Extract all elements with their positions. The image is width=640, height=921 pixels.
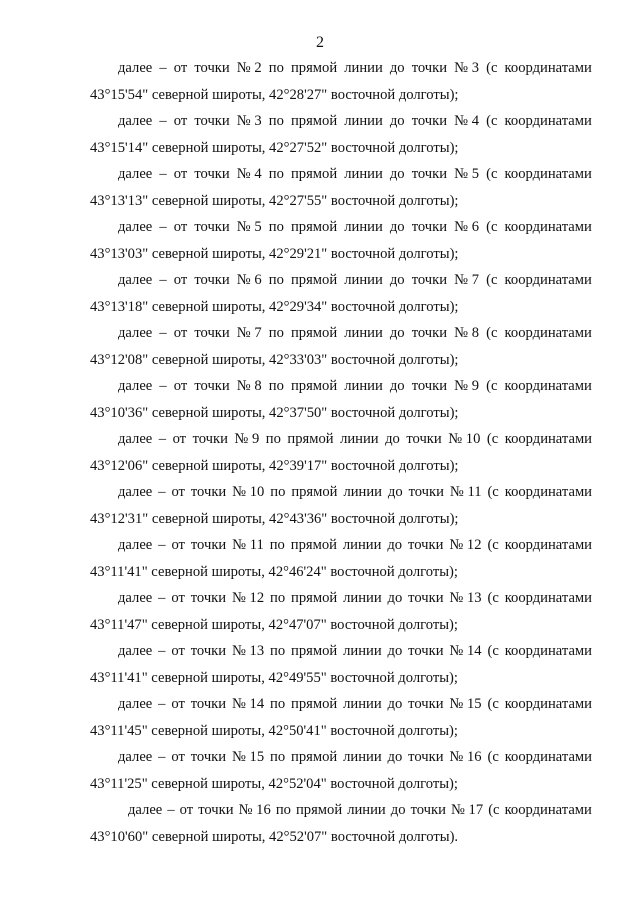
paragraph-first-line [90,638,592,665]
word: (с [487,537,499,553]
word: линии [344,166,383,182]
paragraph [90,373,592,426]
paragraph-first-line [90,744,592,771]
paragraph [90,479,592,532]
word: прямой [291,696,338,712]
word: (с [488,802,500,818]
word: № 11 [449,484,482,500]
word: № 15 [231,749,265,765]
word: № 13 [449,590,482,606]
word: – [167,802,175,818]
word: от [171,590,185,606]
paragraph-coordinates-line: 43°13'18" северной широты, 42°29'34" восточной долготы); [90,298,459,315]
paragraph-coordinates-line: 43°15'54" северной широты, 42°28'27" восточной долготы); [90,86,459,103]
word: прямой [295,802,343,818]
word: точки [194,60,230,76]
word: координатами [504,802,592,818]
word: (с [486,431,499,447]
word: прямой [290,113,338,129]
word: линии [344,113,383,129]
word: от [173,166,188,182]
paragraph-list [90,55,592,850]
word: по [268,60,284,76]
paragraph-coordinates-line: 43°11'45" северной широты, 42°50'41" восточной долготы); [90,722,458,739]
word: точки [411,113,448,129]
word: № 6 [236,272,262,288]
word: от [171,484,185,500]
word: № 8 [236,378,262,394]
paragraph-coordinates-line: 43°12'31" северной широты, 42°43'36" восточной долготы); [90,510,459,527]
word: (с [487,696,499,712]
word: от [172,431,187,447]
word: от [173,60,188,76]
word: точки [408,643,444,659]
word: (с [486,219,498,235]
word: до [389,60,405,76]
word: – [158,643,166,659]
word: линии [344,325,383,341]
word: далее [118,537,153,553]
word: – [158,696,166,712]
word: (с [487,484,499,500]
word: от [171,643,185,659]
word: точки [408,696,444,712]
paragraph-coordinates-line: 43°13'13" северной широты, 42°27'55" восточной долготы); [90,192,459,209]
word: точки [411,325,448,341]
word: – [158,431,167,447]
paragraph [90,161,592,214]
word: точки [190,696,227,712]
paragraph-first-line [90,479,592,506]
paragraph [90,638,592,691]
paragraph-first-line [90,532,592,559]
word: линии [343,484,382,500]
word: точки [194,272,230,288]
word: точки [194,219,230,235]
word: линии [344,60,383,76]
word: точки [194,378,230,394]
word: от [173,113,188,129]
paragraph-coordinates-line: 43°12'06" северной широты, 42°39'17" восточной долготы); [90,457,459,474]
word: далее [118,60,153,76]
word: точки [410,802,446,818]
word: далее [118,590,153,606]
word: прямой [290,537,337,553]
paragraph-first-line [90,55,592,82]
paragraph-first-line [90,108,592,135]
paragraph-first-line [90,373,592,400]
word: – [159,378,167,394]
word: по [265,431,281,447]
word: линии [347,802,386,818]
word: прямой [290,166,338,182]
word: точки [411,60,448,76]
word: – [159,60,167,76]
paragraph [90,585,592,638]
word: по [270,696,286,712]
word: № 2 [236,60,262,76]
paragraph [90,214,592,267]
word: по [270,484,286,500]
word: линии [343,643,382,659]
paragraph [90,426,592,479]
word: – [159,325,167,341]
word: – [158,749,166,765]
word: координатами [504,272,592,288]
word: – [158,537,166,553]
word: точки [406,431,442,447]
page-number: 2 [316,34,324,51]
paragraph-first-line [90,585,592,612]
word: до [387,537,403,553]
word: прямой [291,643,338,659]
word: до [389,113,405,129]
paragraph [90,55,592,108]
word: по [275,802,291,818]
paragraph-coordinates-line: 43°12'08" северной широты, 42°33'03" восточной долготы); [90,351,459,368]
word: – [159,219,167,235]
word: линии [343,590,382,606]
word: до [385,431,400,447]
paragraph-first-line [90,691,592,718]
word: до [389,272,405,288]
paragraph-first-line [90,797,592,824]
word: по [268,272,284,288]
paragraph-coordinates-line: 43°11'41" северной широты, 42°46'24" восточной долготы); [90,563,458,580]
word: № 3 [454,60,480,76]
word: от [173,272,188,288]
word: № 15 [449,696,482,712]
word: далее [118,749,153,765]
paragraph-first-line [90,267,592,294]
word: далее [118,219,153,235]
word: № 13 [231,643,265,659]
word: № 4 [454,113,480,129]
paragraph [90,532,592,585]
word: № 5 [236,219,262,235]
word: от [171,696,185,712]
word: – [159,113,167,129]
word: (с [486,325,498,341]
word: № 12 [449,537,482,553]
word: по [270,590,286,606]
word: точки [411,378,448,394]
word: до [387,749,403,765]
word: – [158,590,166,606]
word: – [159,166,167,182]
word: координатами [504,60,592,76]
paragraph-coordinates-line: 43°11'41" северной широты, 42°49'55" восточной долготы); [90,669,458,686]
word: от [171,537,185,553]
word: линии [344,272,383,288]
word: № 16 [449,749,482,765]
paragraph-coordinates-line: 43°10'36" северной широты, 42°37'50" восточной долготы); [90,404,459,421]
word: координатами [504,166,592,182]
word: по [268,166,284,182]
word: точки [411,166,448,182]
word: по [268,219,284,235]
word: координатами [504,484,592,500]
word: № 14 [449,643,482,659]
word: (с [487,590,499,606]
word: № 4 [236,166,262,182]
word: (с [486,60,498,76]
word: точки [408,590,444,606]
word: линии [344,378,383,394]
word: № 7 [454,272,480,288]
paragraph-first-line [90,320,592,347]
word: до [387,484,403,500]
word: точки [411,219,448,235]
word: прямой [290,378,338,394]
word: № 8 [454,325,480,341]
word: координатами [504,431,592,447]
word: (с [486,272,498,288]
word: далее [118,484,153,500]
word: координатами [504,590,592,606]
paragraph-coordinates-line: 43°13'03" северной широты, 42°29'21" восточной долготы); [90,245,459,262]
word: № 10 [232,484,265,500]
paragraph-coordinates-line: 43°15'14" северной широты, 42°27'52" восточной долготы); [90,139,459,156]
word: координатами [504,219,592,235]
word: точки [192,431,228,447]
word: прямой [290,272,338,288]
word: № 11 [232,537,264,553]
word: координатами [504,537,592,553]
word: точки [194,113,230,129]
word: далее [118,378,153,394]
paragraph [90,108,592,161]
word: линии [342,537,382,553]
word: до [389,378,405,394]
word: координатами [504,325,592,341]
word: координатами [504,113,592,129]
paragraph [90,744,592,797]
paragraph-first-line [90,426,592,453]
word: прямой [290,325,338,341]
word: (с [487,749,499,765]
word: точки [190,484,227,500]
word: точки [198,802,234,818]
paragraph [90,691,592,744]
word: № 12 [231,590,265,606]
word: координатами [504,643,592,659]
word: № 17 [450,802,484,818]
word: прямой [291,590,338,606]
word: точки [408,484,444,500]
word: № 10 [448,431,481,447]
word: по [269,537,285,553]
word: далее [118,272,153,288]
word: далее [118,696,153,712]
word: прямой [290,219,338,235]
word: точки [408,537,444,553]
word: до [389,166,405,182]
word: (с [486,113,498,129]
word: (с [486,166,498,182]
word: до [390,802,406,818]
word: (с [487,643,499,659]
word: точки [408,749,444,765]
word: прямой [287,431,334,447]
word: точки [190,537,227,553]
word: до [389,219,405,235]
word: далее [118,166,153,182]
word: линии [344,219,383,235]
word: далее [118,643,153,659]
word: от [171,749,185,765]
word: № 16 [238,802,271,818]
word: линии [343,696,382,712]
word: точки [190,749,227,765]
word: по [268,378,284,394]
word: № 14 [231,696,265,712]
paragraph [90,797,592,850]
word: № 5 [454,166,480,182]
word: от [173,325,188,341]
word: – [159,272,167,288]
word: до [387,590,403,606]
word: линии [343,749,382,765]
paragraph [90,267,592,320]
paragraph-first-line [90,214,592,241]
word: точки [190,643,227,659]
word: далее [128,802,163,818]
paragraph-coordinates-line: 43°10'60" северной широты, 42°52'07" восточной долготы). [90,828,459,845]
word: по [270,643,286,659]
word: прямой [291,749,338,765]
word: точки [194,166,230,182]
word: далее [118,431,153,447]
word: от [179,802,194,818]
word: по [270,749,286,765]
word: линии [340,431,379,447]
word: прямой [291,484,338,500]
word: от [173,378,188,394]
word: точки [194,325,230,341]
paragraph [90,320,592,373]
word: № 3 [236,113,262,129]
word: до [387,696,403,712]
word: № 6 [454,219,480,235]
word: точки [190,590,227,606]
word: (с [486,378,498,394]
word: по [268,325,284,341]
word: № 9 [454,378,480,394]
paragraph-coordinates-line: 43°11'25" северной широты, 42°52'04" восточной долготы); [90,775,458,792]
word: от [173,219,188,235]
paragraph-first-line [90,161,592,188]
word: до [389,325,405,341]
word: № 7 [236,325,262,341]
word: координатами [504,378,592,394]
word: до [387,643,403,659]
word: по [268,113,284,129]
word: № 9 [234,431,260,447]
word: – [158,484,166,500]
word: точки [411,272,448,288]
word: координатами [504,696,592,712]
word: координатами [504,749,592,765]
word: прямой [290,60,338,76]
word: далее [118,325,153,341]
word: далее [118,113,153,129]
paragraph-coordinates-line: 43°11'47" северной широты, 42°47'07" восточной долготы); [90,616,458,633]
